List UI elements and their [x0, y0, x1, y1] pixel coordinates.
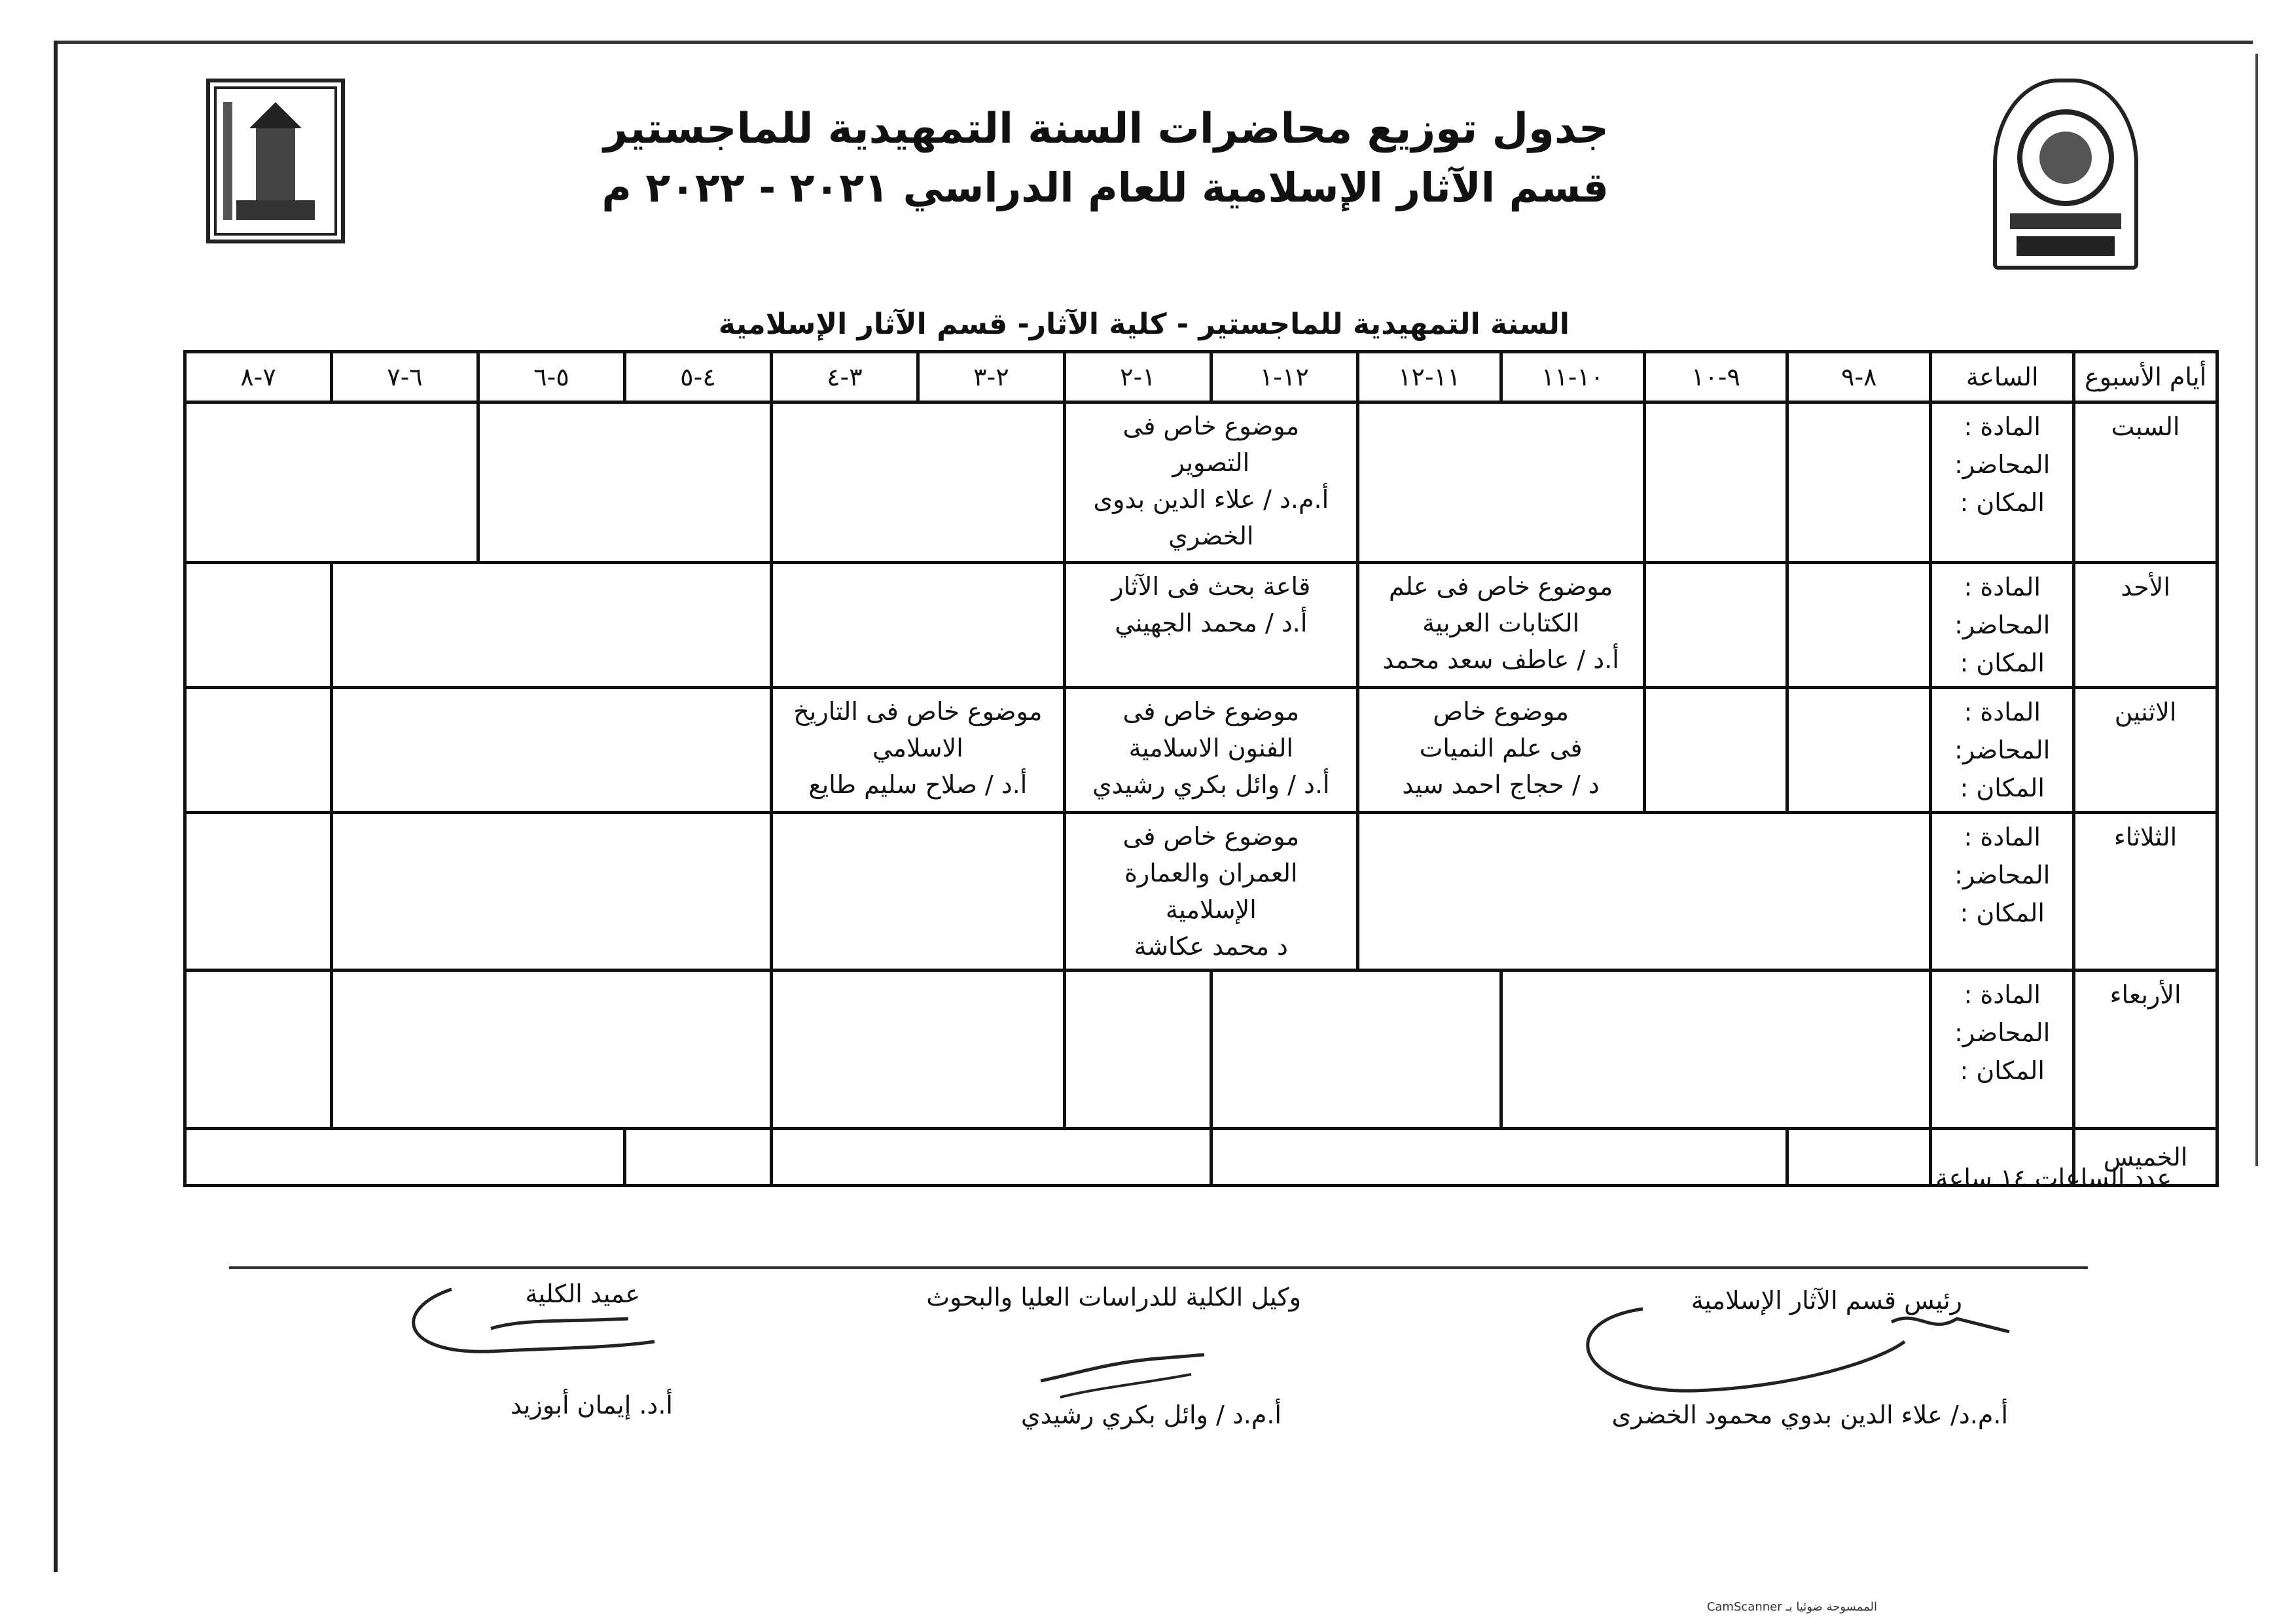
- empty-cell: [332, 813, 772, 971]
- page-title: جدول توزيع محاضرات السنة التمهيدية للماجستير: [603, 105, 1609, 153]
- label-place: المكان :: [1960, 899, 2045, 927]
- time-slot: ٢-٣: [918, 352, 1064, 402]
- lecture-cell: موضوع خاص فى التصوير أ.م.د / علاء الدين بدوى الخضري: [1064, 402, 1357, 563]
- label-place: المكان :: [1960, 774, 2045, 802]
- faculty-of-archaeology-logo-icon: [206, 79, 345, 243]
- label-subject: المادة :: [1964, 412, 2041, 441]
- empty-cell: [1644, 688, 1787, 813]
- day-monday: الاثنين: [2074, 688, 2217, 813]
- label-place: المكان :: [1960, 1056, 2045, 1085]
- lecture-cell: موضوع خاص فى علم الكتابات العربية أ.د / عاطف سعد محمد: [1357, 563, 1644, 688]
- lecture-cell: قاعة بحث فى الآثار أ.د / محمد الجهيني: [1064, 563, 1357, 688]
- scan-frame-top: [54, 41, 2253, 44]
- empty-cell: [1787, 563, 1931, 688]
- days-header: أيام الأسبوع: [2074, 352, 2217, 402]
- page-subtitle-year: قسم الآثار الإسلامية للعام الدراسي ٢٠٢١ - ٢٠٢٢ م: [601, 164, 1609, 211]
- hour-header: الساعة: [1931, 352, 2074, 402]
- empty-cell: [185, 688, 332, 813]
- row-wednesday: [185, 971, 2217, 1129]
- lecture-cell: موضوع خاص فى علم النميات د / حجاج احمد سيد: [1357, 688, 1644, 813]
- empty-cell: [771, 971, 1064, 1129]
- signature-head-title: رئيس قسم الآثار الإسلامية: [1691, 1286, 1962, 1315]
- empty-cell: [1211, 1129, 1787, 1186]
- empty-cell: [478, 402, 772, 563]
- lecture-schedule-table: [183, 350, 2219, 1187]
- row-labels: [1931, 402, 2074, 563]
- signature-head-icon: [1564, 1296, 2022, 1407]
- label-lecturer: المحاضر:: [1954, 736, 2051, 764]
- day-tuesday: الثلاثاء: [2074, 813, 2217, 971]
- time-slot: ٥-٦: [478, 352, 625, 402]
- empty-cell: [1501, 971, 1931, 1129]
- lecture-cell: موضوع خاص فى الفنون الاسلامية أ.د / وائل بكري رشيدي: [1064, 688, 1357, 813]
- row-sunday: [185, 563, 2217, 688]
- label-lecturer: المحاضر:: [1954, 1018, 2051, 1047]
- row-tuesday: [185, 813, 2217, 971]
- day-sunday: الأحد: [2074, 563, 2217, 688]
- empty-cell: [1787, 402, 1931, 563]
- empty-cell: [771, 402, 1064, 563]
- empty-cell: [1644, 563, 1787, 688]
- empty-cell: [771, 1129, 1211, 1186]
- signature-divider: [229, 1266, 2088, 1269]
- time-slot: ١-٢: [1064, 352, 1211, 402]
- empty-cell: [1787, 688, 1931, 813]
- time-slot: ٦-٧: [332, 352, 478, 402]
- label-lecturer: المحاضر:: [1954, 450, 2051, 479]
- table-header-row: [185, 352, 2217, 402]
- total-hours: عدد الساعات ١٤ ساعة: [1935, 1164, 2172, 1192]
- row-labels: [1931, 813, 2074, 971]
- empty-cell: [332, 971, 772, 1129]
- time-slot: ٩-١٠: [1644, 352, 1787, 402]
- empty-cell: [185, 402, 478, 563]
- table-caption: السنة التمهيدية للماجستير - كلية الآثار- قسم الآثار الإسلامية: [718, 308, 1570, 341]
- label-lecturer: المحاضر:: [1954, 611, 2051, 639]
- day-wednesday: الأربعاء: [2074, 971, 2217, 1129]
- label-lecturer: المحاضر:: [1954, 861, 2051, 889]
- empty-cell: [1211, 971, 1501, 1129]
- empty-cell: [185, 813, 332, 971]
- row-labels: [1931, 688, 2074, 813]
- time-slot: ١١-١٢: [1357, 352, 1501, 402]
- label-subject: المادة :: [1964, 573, 2041, 601]
- signature-dean-name: أ.د. إيمان أبوزيد: [510, 1391, 673, 1419]
- label-subject: المادة :: [1964, 823, 2041, 851]
- signature-vice-icon: [1034, 1335, 1217, 1407]
- empty-cell: [332, 563, 772, 688]
- signature-head-name: أ.م.د/ علاء الدين بدوي محمود الخضرى: [1611, 1400, 2008, 1429]
- empty-cell: [1357, 402, 1644, 563]
- empty-cell: [185, 563, 332, 688]
- south-valley-university-logo-icon: [1993, 79, 2138, 270]
- label-place: المكان :: [1960, 649, 2045, 677]
- empty-cell: [624, 1129, 771, 1186]
- row-saturday: [185, 402, 2217, 563]
- empty-cell: [771, 563, 1064, 688]
- scan-frame-left: [54, 41, 58, 1572]
- day-thursday: الخميس: [2074, 1129, 2217, 1186]
- lecture-cell: موضوع خاص فى التاريخ الاسلامي أ.د / صلاح سليم طايع: [771, 688, 1064, 813]
- empty-cell: [185, 971, 332, 1129]
- time-slot: ٣-٤: [771, 352, 918, 402]
- label-subject: المادة :: [1964, 980, 2041, 1009]
- day-saturday: السبت: [2074, 402, 2217, 563]
- empty-cell: [1644, 402, 1787, 563]
- empty-cell: [1787, 1129, 1931, 1186]
- time-slot: ٧-٨: [185, 352, 332, 402]
- label-subject: المادة :: [1964, 698, 2041, 726]
- lecture-cell: موضوع خاص فى العمران والعمارة الإسلامية د محمد عكاشة: [1064, 813, 1357, 971]
- empty-cell: [1064, 971, 1211, 1129]
- empty-cell: [771, 813, 1064, 971]
- time-slot: ١٢-١: [1211, 352, 1357, 402]
- row-labels: [1931, 563, 2074, 688]
- signature-vice-name: أ.م.د / وائل بكري رشيدي: [1020, 1400, 1282, 1429]
- signature-dean-title: عميد الكلية: [525, 1279, 640, 1308]
- time-slot: ٨-٩: [1787, 352, 1931, 402]
- empty-cell: [185, 1129, 625, 1186]
- row-labels: [1931, 971, 2074, 1129]
- scan-frame-right: [2255, 54, 2258, 1166]
- time-slot: ١٠-١١: [1501, 352, 1644, 402]
- signature-vice-title: وكيل الكلية للدراسات العليا والبحوث: [926, 1283, 1301, 1311]
- row-monday: [185, 688, 2217, 813]
- empty-cell: [332, 688, 772, 813]
- time-slot: ٤-٥: [624, 352, 771, 402]
- label-place: المكان :: [1960, 488, 2045, 517]
- empty-cell: [1357, 813, 1931, 971]
- signature-dean-icon: [393, 1283, 668, 1387]
- row-thursday: [185, 1129, 2217, 1186]
- scanner-watermark: الممسوحة ضوئيا بـ CamScanner: [1706, 1600, 1877, 1614]
